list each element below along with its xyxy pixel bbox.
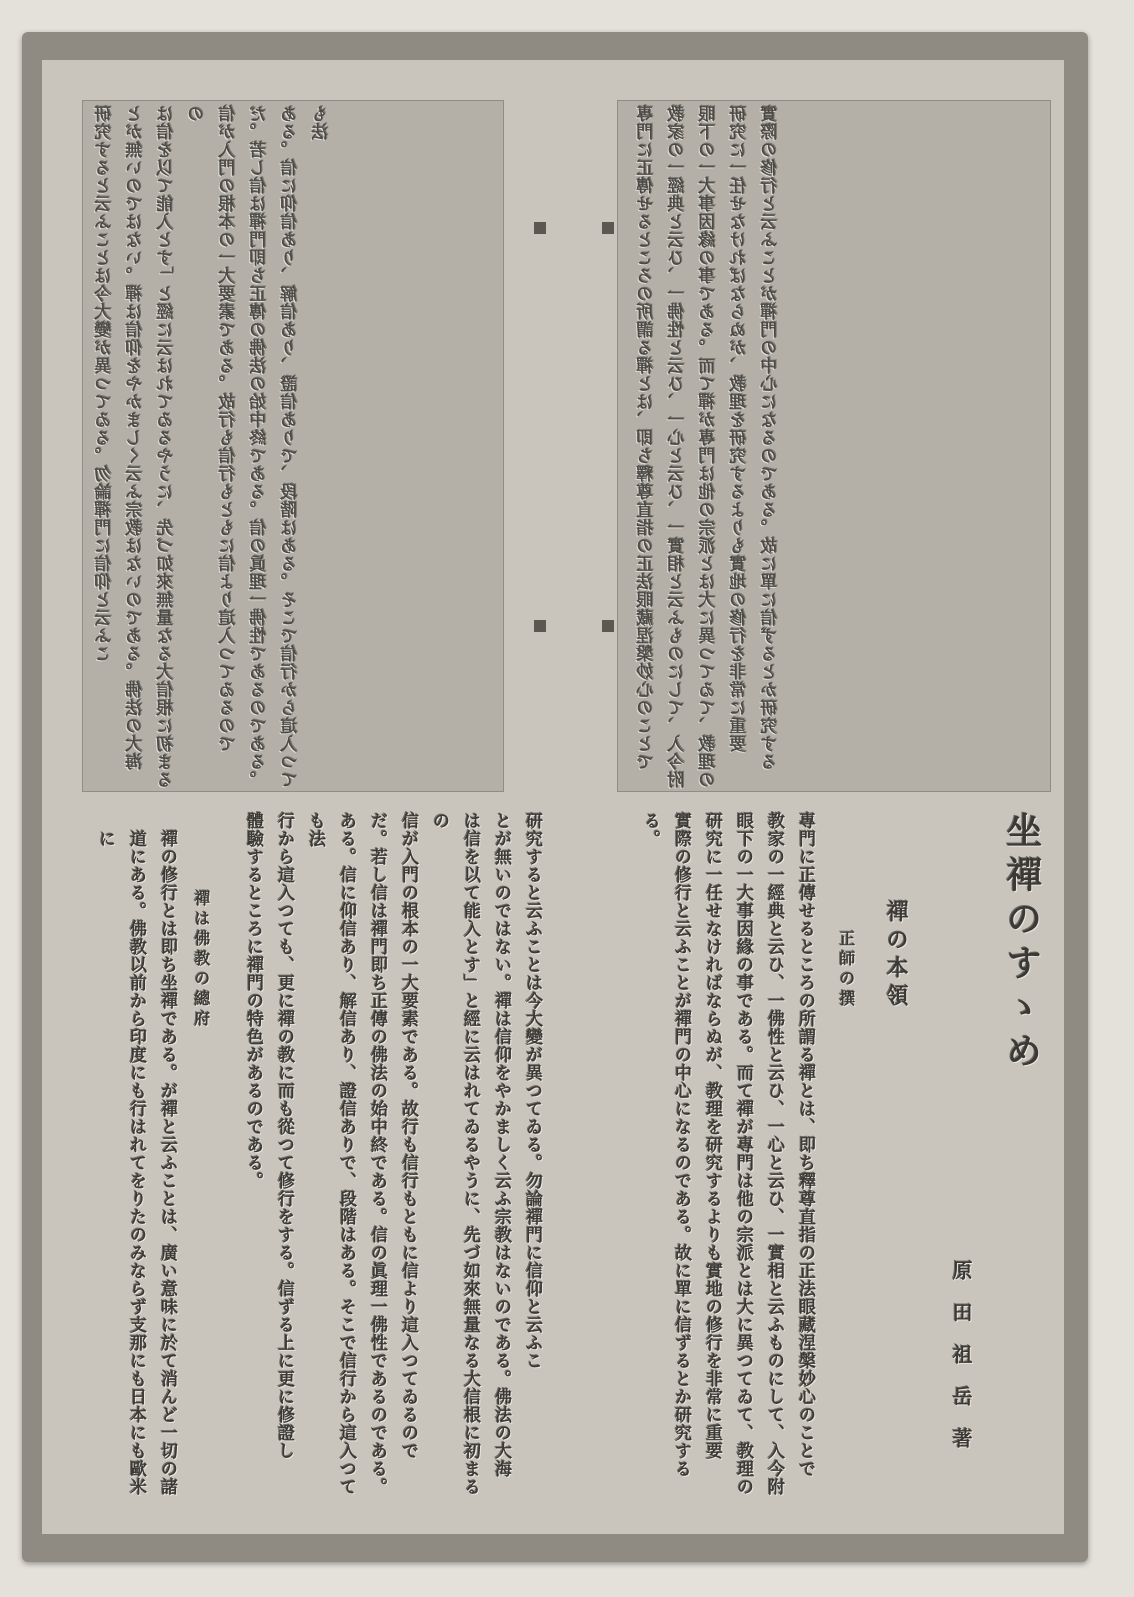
plate-subtitle: 禪の本領 [883,900,910,1012]
body-line: だ。若し信は禪門即ち正傳の佛法の始中終である。信の眞理一佛性であるのである。 [367,812,387,1496]
upper-left-mirrored-text: は信を以て能入とす」と經に云はれてゐるやうに、先づ如來無量なる大信根に初まるの [157,105,208,789]
body-line: 實際の修行と云ふことが禪門の中心になるのである。故に單に信ずるとか研究する [671,812,691,1478]
upper-right-mirrored-text: 實際の修行と云ふことが禪門の中心になるのである。故に單に信ずるとか研究する [761,105,781,771]
upper-right-mirrored-text: 教家の一經典と云ひ、一佛性と云ひ、一心と云ひ、一實相と云ふものにして、入今附 [668,105,688,789]
author-name: 原田祖岳著 [949,1260,973,1470]
spacer-block [534,620,546,632]
lower-left-body [243,812,547,1502]
body-line: 研究すると云ふことは今大變が異つてゐる。勿論禪門に信仰と云ふこ [522,812,542,1370]
body-line: 禪の修行とは即ち坐禪である。が禪と云ふことは、廣い意味に於て消んど一切の諸 [157,830,177,1496]
body-line: 專門に正傳せるところの所謂る禪とは、即ち釋尊直指の正法眼藏涅槃妙心のことで [795,812,815,1478]
upper-left-mirrored-text: だ。若し信は禪門即ち正傳の佛法の始中終である。信の眞理一佛性であるのである。 [250,105,270,789]
spacer-block [534,222,546,234]
plate-surface [42,60,1064,1534]
body-line: は信を以て能入とす」と經に云はれてゐるやうに、先づ如來無量なる大信根に初まるの [429,812,480,1496]
body-line: 教家の一經典と云ひ、一佛性と云ひ、一心と云ひ、一實相と云ふものにして、入今附 [764,812,784,1496]
section-heading: 正師の撰 [836,930,856,1010]
upper-mirrored-column-right [632,105,1042,795]
upper-right-mirrored-text: 專門に正傳せるところの所謂る禪とは、即ち釋尊直指の正法眼藏涅槃妙心のことで [637,105,657,771]
body-line: 道にある。佛教以前から印度にも行はれてをりたのみならず支那にも日本にも歐米に [95,830,146,1496]
printing-plate [22,32,1088,1562]
upper-left-mirrored-text: 信が入門の根本の一大要素である。故行も信行もともに信より這入つてゐるので [219,105,239,753]
upper-left-mirrored-text: 研究すると云ふことは今大變が異つてゐる。勿論禪門に信仰と云ふこ [95,105,115,663]
body-line: 行から這入つても、更に禪の教に而も從つて修行をする。信ずる上に更に修證し [274,812,294,1460]
body-line: 信が入門の根本の一大要素である。故行も信行もともに信より這入つてゐるので [398,812,418,1460]
upper-left-mirrored-text: とが無いのではない。禪は信仰をやかましく云ふ宗教はないのである。佛法の大海 [126,105,146,771]
upper-right-mirrored-text: 眼下の一大事因緣の事である。而て禪が專門は他の宗派とは大に異つてゐて、教理の [699,105,719,789]
upper-left-mirrored-text: ある。信に仰信あり、解信あり、證信ありで、段階はある。そこで信行から這入つても法 [281,105,332,789]
spacer-block [602,620,614,632]
upper-right-mirrored-text: 研究に一任せなければならぬが、教理を研究するよりも實地の修行を非常に重要 [730,105,750,753]
body-line: 體驗するところに禪門の特色があるのである。 [243,812,263,1190]
body-line: る。 [640,812,660,848]
bottom-left-body [95,830,182,1510]
body-line: ある。信に仰信あり、解信あり、證信ありで、段階はある。そこで信行から這入つても法 [305,812,356,1496]
body-line: 研究に一任せなければならぬが、教理を研究するよりも實地の修行を非常に重要 [702,812,722,1460]
body-line: 眼下の一大事因緣の事である。而て禪が專門は他の宗派とは大に異つてゐて、教理の [733,812,753,1496]
spacer-block [602,222,614,234]
lower-right-body [620,812,820,1502]
body-line: とが無いのではない。禪は信仰をやかましく云ふ宗教はないのである。佛法の大海 [491,812,511,1478]
sub-heading: 禪は佛教の總府 [191,890,211,1030]
upper-mirrored-column-left [90,105,490,795]
plate-title: 坐禪のすゝめ [1000,812,1043,1076]
